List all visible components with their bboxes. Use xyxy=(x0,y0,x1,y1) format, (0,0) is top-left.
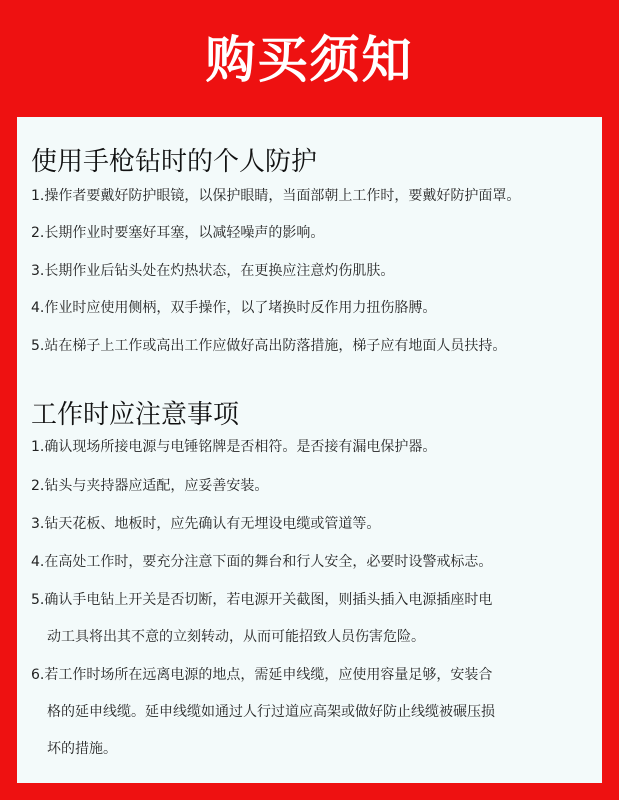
list-item: 2.钻头与夹持器应适配，应妥善安装。 xyxy=(31,478,269,494)
list-item: 4.作业时应使用侧柄，双手操作，以了堵换时反作用力扭伤胳膊。 xyxy=(31,300,437,316)
list-item: 1.操作者要戴好防护眼镜，以保护眼睛，当面部朝上工作时，要戴好防护面罩。 xyxy=(31,188,521,204)
list-item: 5.确认手电钻上开关是否切断，若电源开关截图，则插头插入电源插座时电 xyxy=(31,592,493,608)
list-item-continuation: 动工具将出其不意的立刻转动，从而可能招致人员伤害危险。 xyxy=(47,629,425,645)
list-item: 3.钻天花板、地板时，应先确认有无埋设电缆或管道等。 xyxy=(31,516,381,532)
list-item: 1.确认现场所接电源与电锤铭牌是否相符。是否接有漏电保护器。 xyxy=(31,439,437,455)
section-heading-work-precautions: 工作时应注意事项 xyxy=(31,400,240,430)
list-item-continuation: 坏的措施。 xyxy=(47,741,117,757)
list-item: 2.长期作业时要塞好耳塞，以减轻噪声的影响。 xyxy=(31,225,325,241)
list-item: 5.站在梯子上工作或高出工作应做好高出防落措施，梯子应有地面人员扶持。 xyxy=(31,338,507,354)
section-heading-personal-protection: 使用手枪钻时的个人防护 xyxy=(31,147,318,177)
list-item: 6.若工作时场所在远离电源的地点，需延申线缆，应使用容量足够，安装合 xyxy=(31,667,493,683)
list-item-continuation: 格的延申线缆。延申线缆如通过人行过道应高架或做好防止线缆被碾压损 xyxy=(47,704,495,720)
notice-panel xyxy=(17,117,602,783)
page-title: 购买须知 xyxy=(205,31,414,89)
list-item: 3.长期作业后钻头处在灼热状态，在更换应注意灼伤肌肤。 xyxy=(31,263,395,279)
list-item: 4.在高处工作时，要充分注意下面的舞台和行人安全，必要时设警戒标志。 xyxy=(31,554,493,570)
